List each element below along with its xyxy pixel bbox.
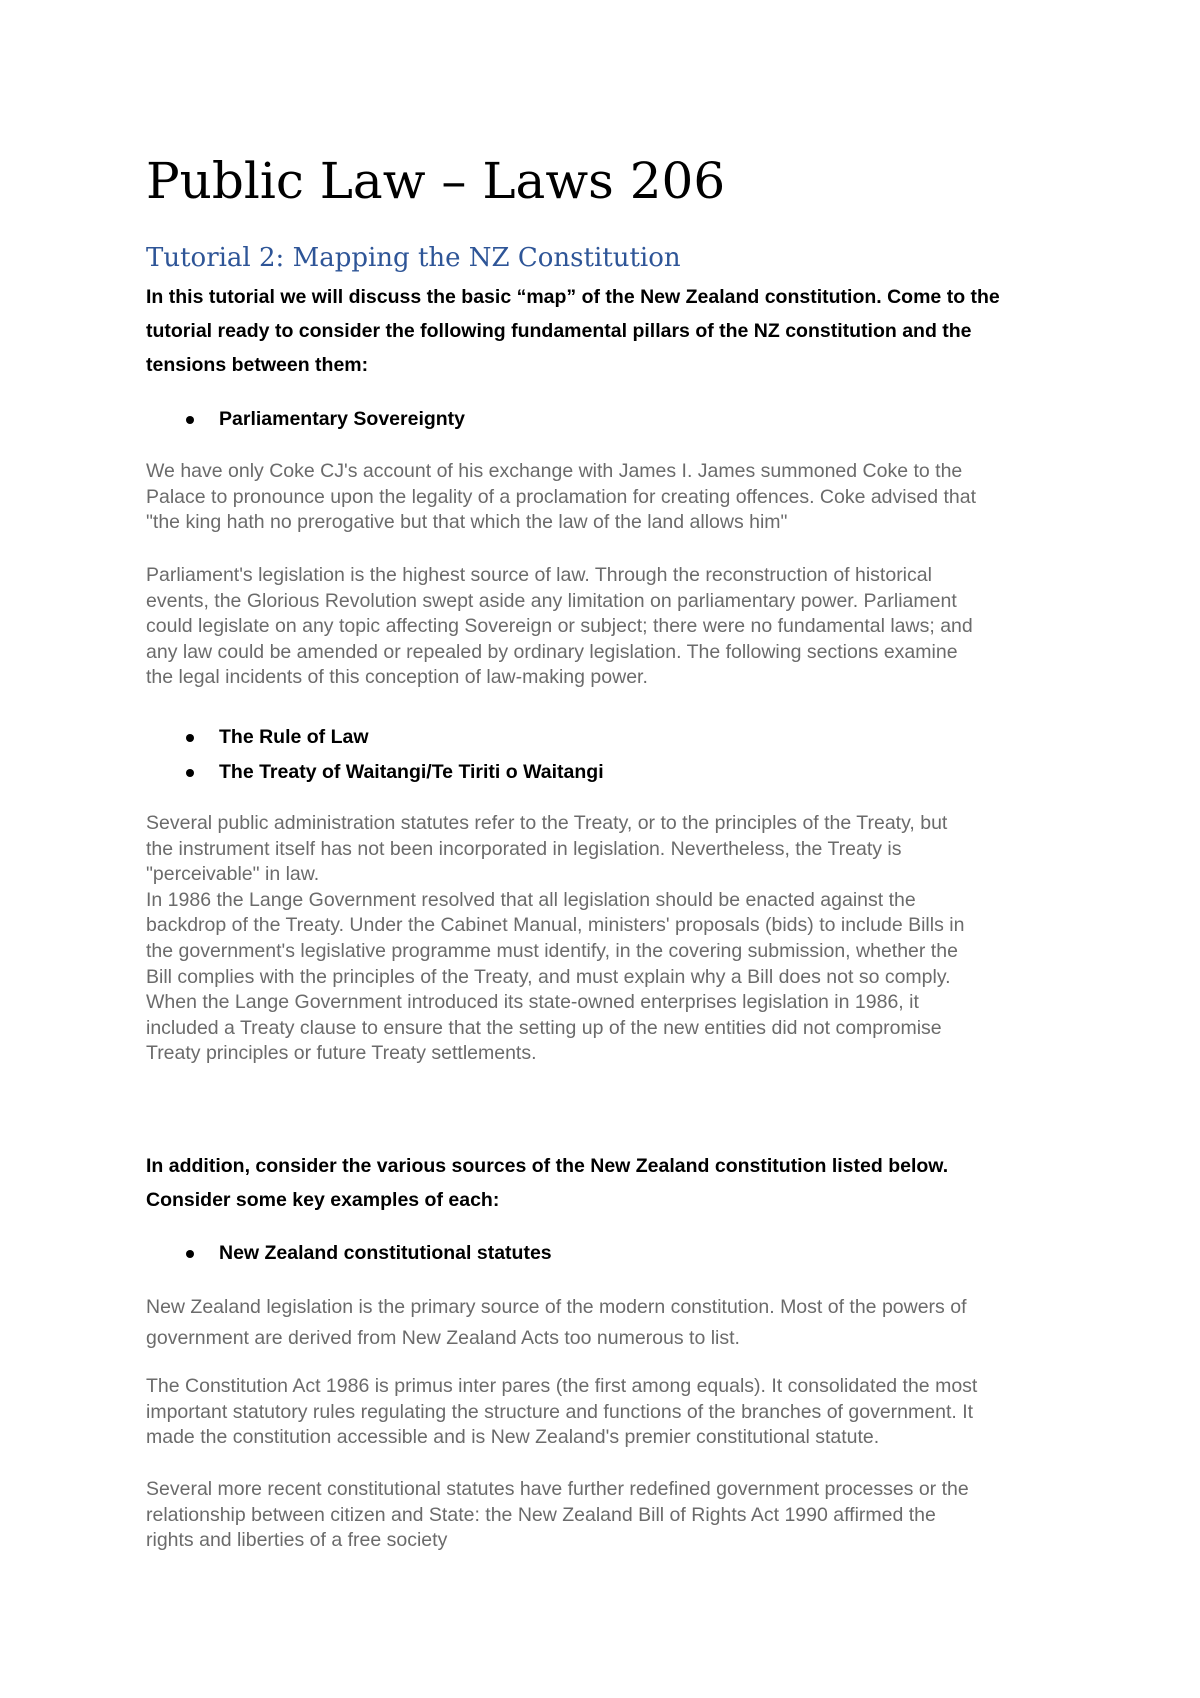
bullet-label: The Treaty of Waitangi/Te Tiriti o Waitangi: [219, 761, 604, 783]
paragraph-line: Several public administration statutes refer to the Treaty, or to the principles of the Treaty, but: [146, 812, 948, 834]
intro-line: In addition, consider the various sources of the New Zealand constitution listed below.: [146, 1155, 949, 1177]
paragraph-line: In 1986 the Lange Government resolved that all legislation should be enacted against the: [146, 888, 916, 911]
paragraph-line: the government's legislative programme must identify, in the covering submission, whether the: [146, 939, 958, 962]
paragraph-line: We have only Coke CJ's account of his exchange with James I. James summoned Coke to the: [146, 460, 963, 482]
paragraph-line: important statutory rules regulating the structure and functions of the branches of government. It: [146, 1400, 974, 1423]
paragraph-line: Bill complies with the principles of the Treaty, and must explain why a Bill does not so comply.: [146, 965, 951, 988]
paragraph-line: New Zealand legislation is the primary source of the modern constitution. Most of the powers of: [146, 1296, 967, 1318]
paragraph-line: backdrop of the Treaty. Under the Cabinet Manual, ministers' proposals (bids) to include Bills in: [146, 914, 965, 937]
bullet-dot-icon: [186, 769, 194, 777]
paragraph-line: made the constitution accessible and is New Zealand's premier constitutional statute.: [146, 1426, 880, 1449]
paragraph-line: the legal incidents of this conception of law-making power.: [146, 666, 648, 689]
bullet-label: Parliamentary Sovereignty: [219, 408, 466, 430]
paragraph-line: The Constitution Act 1986 is primus inter pares (the first among equals). It consolidated the most: [146, 1375, 978, 1397]
intro-line: Consider some key examples of each:: [146, 1189, 500, 1211]
tutorial-heading: Tutorial 2: Mapping the NZ Constitution: [146, 243, 681, 273]
paragraph-line: events, the Glorious Revolution swept aside any limitation on parliamentary power. Parliament: [146, 589, 957, 612]
bullet-label: New Zealand constitutional statutes: [219, 1242, 552, 1264]
paragraph-line: "perceivable" in law.: [146, 863, 320, 886]
intro-line: tensions between them:: [146, 354, 369, 376]
bullet-dot-icon: [186, 416, 194, 424]
sovereignty-paragraph-coke: [146, 459, 1076, 536]
paragraph-line: When the Lange Government introduced its state-owned enterprises legislation in 1986, it: [146, 991, 919, 1014]
paragraph-line: the instrument itself has not been incorporated in legislation. Nevertheless, the Treaty is: [146, 837, 902, 860]
statutes-paragraph-constitution-act: [146, 1374, 1076, 1451]
sources-intro-paragraph: [146, 1149, 1066, 1217]
bullet-dot-icon: [186, 1250, 194, 1258]
intro-line: tutorial ready to consider the following fundamental pillars of the NZ constitution and the: [146, 320, 972, 342]
bullet-label: The Rule of Law: [219, 726, 369, 748]
paragraph-line: any law could be amended or repealed by ordinary legislation. The following sections examine: [146, 640, 958, 663]
statutes-paragraph-recent-statutes: [146, 1477, 1076, 1554]
treaty-paragraph: [146, 811, 1076, 1067]
paragraph-line: Parliament's legislation is the highest source of law. Through the reconstruction of historical: [146, 564, 932, 586]
intro-paragraph: [146, 280, 1066, 382]
paragraph-line: Treaty principles or future Treaty settlements.: [146, 1042, 537, 1065]
paragraph-line: could legislate on any topic affecting Sovereign or subject; there were no fundamental laws; and: [146, 615, 973, 638]
paragraph-line: "the king hath no prerogative but that which the law of the land allows him": [146, 511, 788, 534]
document-title: Public Law – Laws 206: [146, 152, 726, 210]
paragraph-line: relationship between citizen and State: the New Zealand Bill of Rights Act 1990 affirmed the: [146, 1503, 936, 1526]
paragraph-line: included a Treaty clause to ensure that the setting up of the new entities did not compromise: [146, 1016, 942, 1039]
paragraph-line: rights and liberties of a free society: [146, 1529, 448, 1552]
statutes-paragraph-primary-source: [146, 1292, 1076, 1354]
sovereignty-paragraph-legislation: [146, 563, 1076, 691]
paragraph-line: Several more recent constitutional statutes have further redefined government processes or the: [146, 1478, 969, 1500]
paragraph-line: Palace to pronounce upon the legality of a proclamation for creating offences. Coke advised that: [146, 485, 976, 508]
bullet-dot-icon: [186, 734, 194, 742]
intro-line: In this tutorial we will discuss the basic “map” of the New Zealand constitution. Come to the: [146, 286, 1000, 308]
paragraph-line: government are derived from New Zealand Acts too numerous to list.: [146, 1327, 740, 1349]
